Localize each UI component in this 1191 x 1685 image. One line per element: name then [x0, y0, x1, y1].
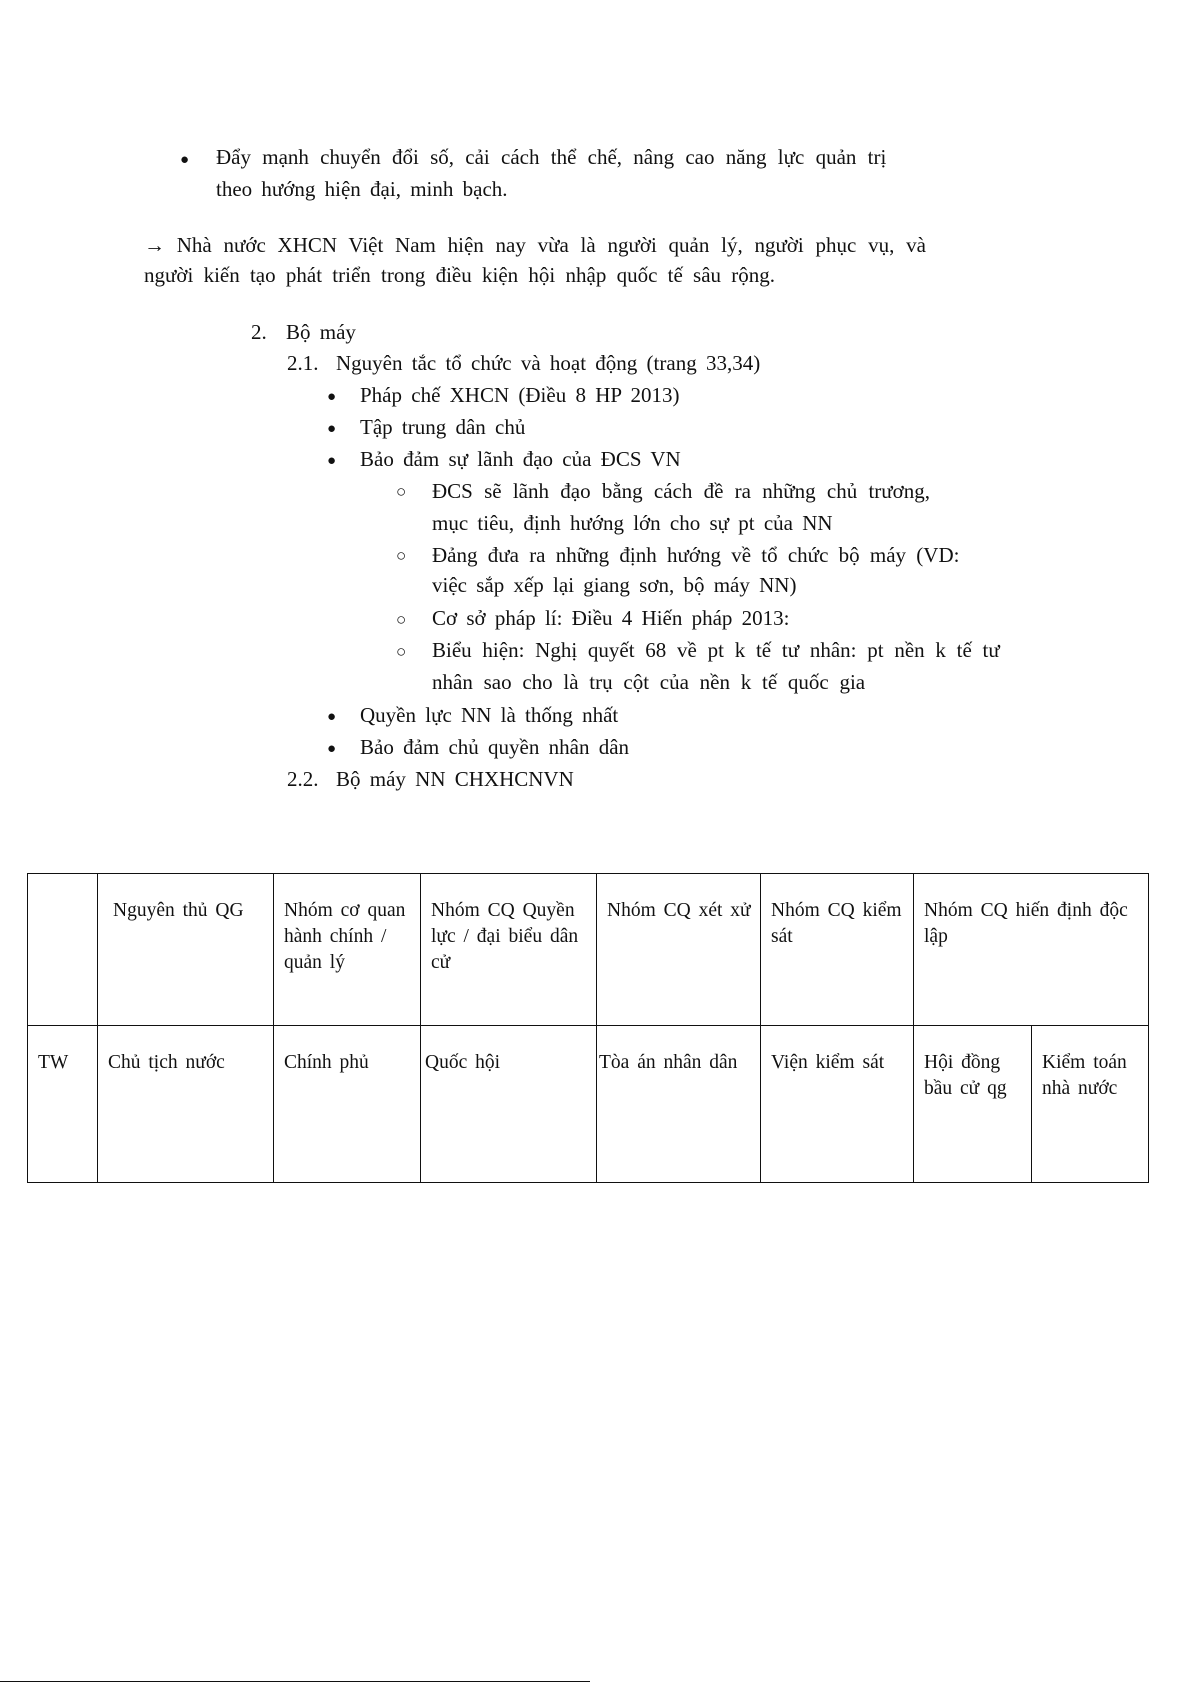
bullet-dot: ●: [180, 152, 190, 168]
subsection-1-number: 2.1.: [287, 351, 319, 375]
intro-bullet-line2: theo hướng hiện đại, minh bạch.: [216, 177, 508, 201]
table-header-cell: [28, 874, 98, 1026]
circle-bullet: ○: [396, 610, 407, 629]
party-point-line: nhân sao cho là trụ cột của nền k tế quốc gia: [432, 670, 866, 694]
subsection-2-number: 2.2.: [287, 767, 319, 791]
principle-item: Bảo đảm sự lãnh đạo của ĐCS VN: [360, 447, 681, 471]
conclusion-line1: → Nhà nước XHCN Việt Nam hiện nay vừa là người quản lý, người phục vụ, và: [144, 233, 926, 257]
table-cell: Quốc hội: [421, 1026, 597, 1183]
table-row: [28, 1026, 1149, 1183]
conclusion-line2: người kiến tạo phát triển trong điều kiện hội nhập quốc tế sâu rộng.: [144, 263, 776, 287]
subsection-1-title: Nguyên tắc tổ chức và hoạt động (trang 33,34): [336, 351, 761, 375]
bullet-dot: ●: [327, 389, 337, 405]
table-header-cell: Nhóm CQ kiểm sát: [761, 874, 914, 1026]
bullet-dot: ●: [327, 741, 337, 757]
section-number: 2.: [251, 320, 267, 344]
table-cell: Chủ tịch nước: [98, 1026, 274, 1183]
table-cell: Hội đồng bầu cử qg: [914, 1026, 1032, 1183]
table-cell: Chính phủ: [274, 1026, 421, 1183]
intro-bullet-line1: Đẩy mạnh chuyển đổi số, cải cách thể chế, nâng cao năng lực quản trị: [216, 145, 887, 169]
table-cell: Viện kiểm sát: [761, 1026, 914, 1183]
circle-bullet: ○: [396, 546, 407, 565]
table-header-cell: Nhóm cơ quan hành chính / quản lý: [274, 874, 421, 1026]
page-bottom-rule: [0, 1681, 590, 1682]
party-point-line: Biểu hiện: Nghị quyết 68 về pt k tế tư nhân: pt nền k tế tư: [432, 638, 1000, 662]
bullet-dot: ●: [327, 453, 337, 469]
state-apparatus-table: [27, 873, 1149, 1183]
circle-bullet: ○: [396, 482, 407, 501]
principle-item: Tập trung dân chủ: [360, 415, 526, 439]
party-point-line: Cơ sở pháp lí: Điều 4 Hiến pháp 2013:: [432, 606, 790, 630]
table-cell: Tòa án nhân dân: [597, 1026, 761, 1183]
party-point-line: Đảng đưa ra những định hướng về tổ chức bộ máy (VD:: [432, 543, 960, 567]
table-header-cell: Nguyên thủ QG: [98, 874, 274, 1026]
party-point-line: việc sắp xếp lại giang sơn, bộ máy NN): [432, 573, 797, 597]
subsection-2-title: Bộ máy NN CHXHCNVN: [336, 767, 574, 791]
table-cell: Kiểm toán nhà nước: [1032, 1026, 1149, 1183]
party-point-line: mục tiêu, định hướng lớn cho sự pt của NN: [432, 511, 833, 535]
table-header-row: [28, 874, 1149, 1026]
circle-bullet: ○: [396, 642, 407, 661]
table-header-cell: Nhóm CQ hiến định độc lập: [914, 874, 1149, 1026]
principle-item: Quyền lực NN là thống nhất: [360, 703, 619, 727]
table-header-cell: Nhóm CQ Quyền lực / đại biểu dân cử: [421, 874, 597, 1026]
bullet-dot: ●: [327, 709, 337, 725]
principle-item: Pháp chế XHCN (Điều 8 HP 2013): [360, 383, 680, 407]
table-cell: TW: [28, 1026, 98, 1183]
table-header-cell: Nhóm CQ xét xử: [597, 874, 761, 1026]
party-point-line: ĐCS sẽ lãnh đạo bằng cách đề ra những chủ trương,: [432, 479, 931, 503]
bullet-dot: ●: [327, 421, 337, 437]
principle-item: Bảo đảm chủ quyền nhân dân: [360, 735, 630, 759]
section-title: Bộ máy: [286, 320, 356, 344]
